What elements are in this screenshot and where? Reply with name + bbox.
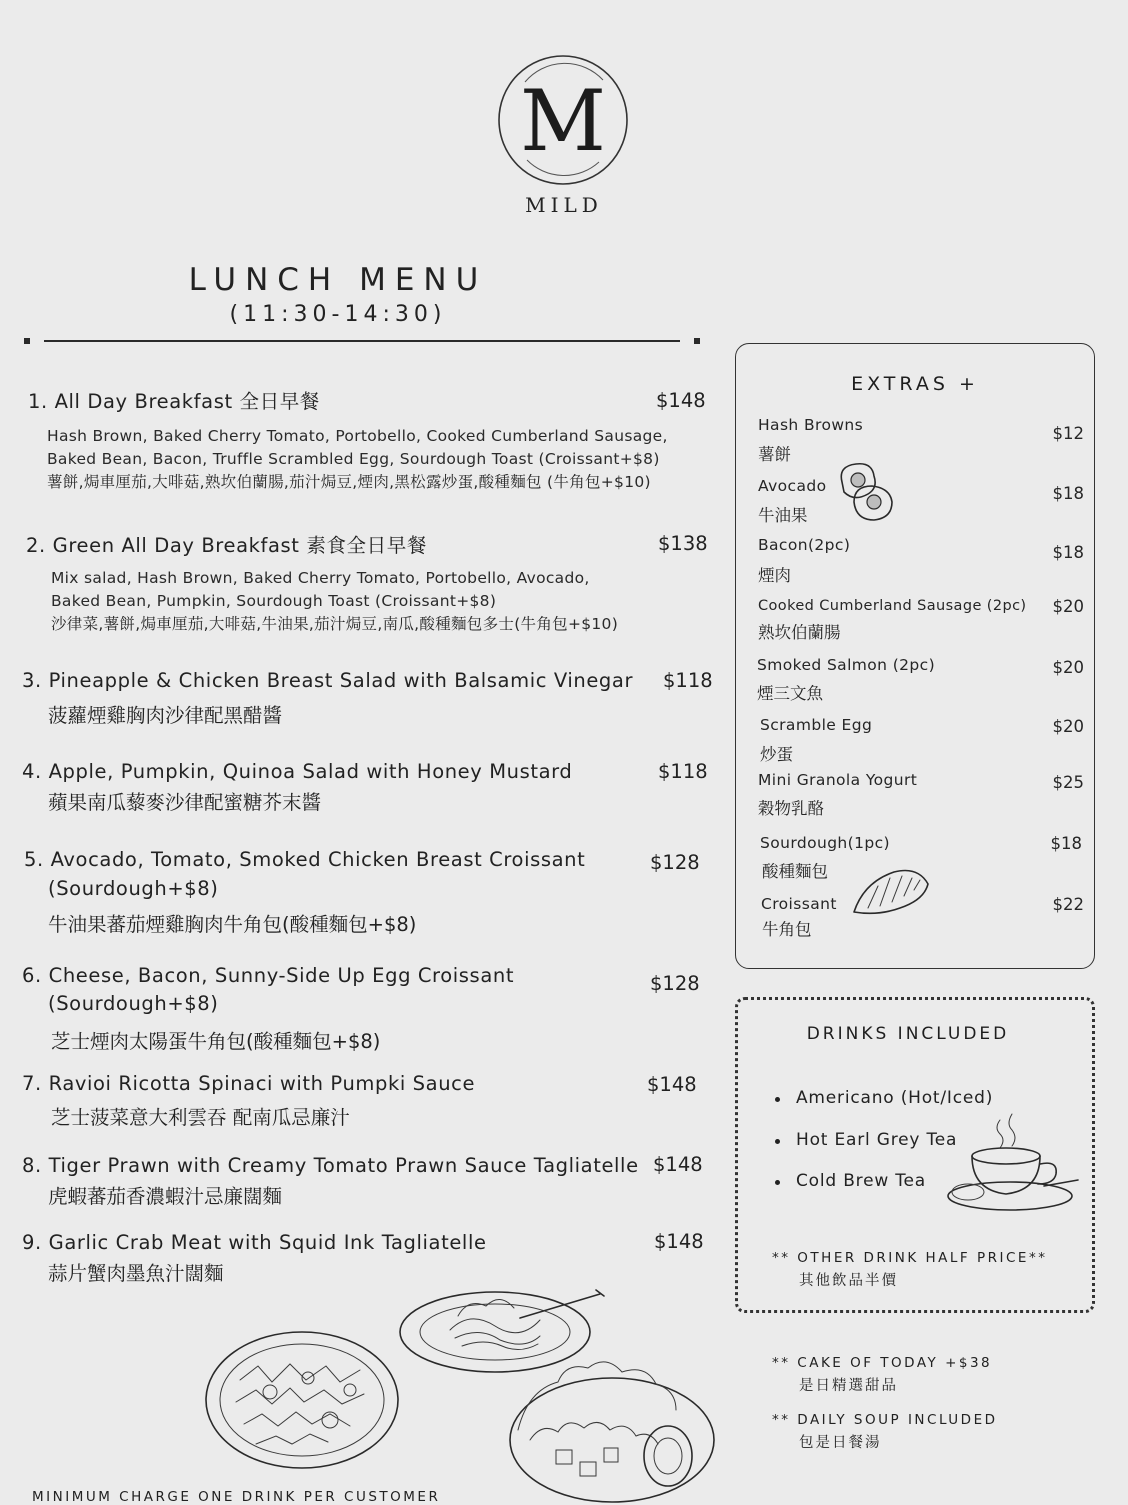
note-soup-chinese: 包是日餐湯 [799, 1435, 882, 1451]
menu-item-desc: Mix salad, Hash Brown, Baked Cherry Tomato, Portobello, Avocado, [51, 569, 590, 587]
extra-item-price: $22 [1052, 895, 1084, 914]
menu-item-name: 8. Tiger Prawn with Creamy Tomato Prawn Sauce Tagliatelle [22, 1154, 639, 1177]
menu-item-name: 1. All Day Breakfast 全日早餐 [28, 390, 320, 413]
menu-title: LUNCH MENU [188, 262, 488, 298]
extra-item-name: Hash Browns [758, 416, 864, 434]
menu-item-price: $118 [658, 760, 708, 783]
menu-item-chinese: 菠蘿煙雞胸肉沙律配黑醋醬 [48, 704, 283, 727]
extra-item-chinese: 牛角包 [762, 920, 812, 939]
note-soup: ** DAILY SOUP INCLUDED [772, 1412, 998, 1428]
extra-item-price: $18 [1050, 834, 1082, 853]
extra-item-name: Avocado [758, 477, 827, 495]
food-illustration [200, 1280, 720, 1504]
extra-item-name: Sourdough(1pc) [760, 834, 890, 852]
menu-item-name: 6. Cheese, Bacon, Sunny-Side Up Egg Croissant [22, 964, 515, 987]
extra-item-name: Smoked Salmon (2pc) [757, 656, 936, 674]
menu-item-name: 2. Green All Day Breakfast 素食全日早餐 [26, 534, 427, 557]
extra-item-price: $20 [1052, 658, 1084, 677]
menu-hours: (11:30-14:30) [229, 302, 447, 327]
extra-item-chinese: 薯餅 [758, 445, 791, 464]
teacup-icon [944, 1110, 1084, 1220]
menu-item-price: $148 [656, 389, 706, 412]
svg-text:M: M [519, 72, 607, 170]
menu-item-chinese: 蒜片蟹肉墨魚汁闊麵 [48, 1262, 224, 1285]
menu-item-chinese: 蘋果南瓜藜麥沙律配蜜糖芥末醬 [48, 791, 322, 814]
drink-item: Cold Brew Tea [796, 1171, 927, 1191]
menu-item-price: $148 [654, 1230, 704, 1253]
menu-item-price: $148 [653, 1153, 703, 1176]
bullet [775, 1139, 780, 1144]
menu-item-desc: Baked Bean, Pumpkin, Sourdough Toast (Croissant+$8) [51, 592, 497, 610]
extra-item-name: Croissant [761, 895, 837, 913]
drinks-title: DRINKS INCLUDED [806, 1024, 1010, 1044]
extra-item-chinese: 熟坎伯蘭腸 [758, 623, 841, 642]
menu-item-name: 9. Garlic Crab Meat with Squid Ink Tagliatelle [22, 1231, 487, 1254]
drink-item: Americano (Hot/Iced) [796, 1088, 994, 1108]
note-cake-chinese: 是日精選甜品 [799, 1378, 898, 1394]
drink-item: Hot Earl Grey Tea [796, 1130, 958, 1150]
note-cake: ** CAKE OF TODAY +$38 [772, 1355, 993, 1371]
fried-eggs-icon [836, 462, 898, 526]
menu-item-chinese: 虎蝦蕃茄香濃蝦汁忌廉闊麵 [48, 1185, 283, 1208]
brand-name: MILD [525, 193, 603, 217]
bullet [775, 1180, 780, 1185]
menu-item-chinese: 芝士菠菜意大利雲吞 配南瓜忌廉汁 [51, 1106, 350, 1129]
extra-item-price: $18 [1052, 543, 1084, 562]
extra-item-chinese: 炒蛋 [760, 745, 793, 764]
menu-item-price: $138 [658, 532, 708, 555]
title-rule [44, 340, 680, 342]
extra-item-name: Cooked Cumberland Sausage (2pc) [758, 598, 1027, 614]
menu-item-name: 7. Ravioi Ricotta Spinaci with Pumpki Sauce [22, 1072, 476, 1095]
footer-note: MINIMUM CHARGE ONE DRINK PER CUSTOMER [32, 1489, 441, 1505]
rule-dot-left [24, 338, 30, 344]
extra-item-price: $12 [1052, 424, 1084, 443]
extras-title: EXTRAS + [851, 373, 979, 395]
salad-platter-illustration [206, 1332, 398, 1468]
menu-item-desc: Hash Brown, Baked Cherry Tomato, Portobello, Cooked Cumberland Sausage, [47, 427, 668, 445]
extra-item-price: $25 [1052, 773, 1084, 792]
menu-item-price: $128 [650, 972, 700, 995]
extra-item-chinese: 煙三文魚 [757, 684, 823, 703]
menu-item-desc: 沙律菜,薯餅,焗車厘茄,大啡菇,牛油果,茄汁焗豆,南瓜,酸種麵包多士(牛角包+$10) [51, 615, 619, 633]
extra-item-name: Mini Granola Yogurt [758, 771, 918, 789]
salad-bowl-illustration [510, 1362, 714, 1502]
pasta-plate-illustration [400, 1290, 604, 1372]
extra-item-chinese: 酸種麵包 [762, 862, 828, 881]
menu-item-name: 5. Avocado, Tomato, Smoked Chicken Breast Croissant [24, 848, 586, 871]
extra-item-chinese: 牛油果 [758, 506, 808, 525]
bullet [775, 1097, 780, 1102]
menu-item-chinese: 芝士煙肉太陽蛋牛角包(酸種麵包+$8) [51, 1030, 381, 1053]
extra-item-price: $20 [1052, 597, 1084, 616]
menu-item-price: $148 [647, 1073, 697, 1096]
menu-item-price: $118 [663, 669, 713, 692]
croissant-icon [850, 868, 932, 920]
extra-item-chinese: 煙肉 [758, 566, 791, 585]
menu-item-desc: Baked Bean, Bacon, Truffle Scrambled Egg, Sourdough Toast (Croissant+$8) [47, 450, 660, 468]
extra-item-price: $18 [1052, 484, 1084, 503]
menu-item-desc: 薯餅,焗車厘茄,大啡菇,熟坎伯蘭腸,茄汁焗豆,煙肉,黑松露炒蛋,酸種麵包 (牛角包+$10) [47, 473, 651, 491]
extra-item-name: Bacon(2pc) [758, 536, 851, 554]
rule-dot-right [694, 338, 700, 344]
drinks-note-chinese: 其他飲品半價 [799, 1273, 898, 1289]
menu-item-name: 3. Pineapple & Chicken Breast Salad with Balsamic Vinegar [22, 669, 634, 692]
drinks-note: ** OTHER DRINK HALF PRICE** [772, 1250, 1048, 1266]
brand-logo [495, 52, 631, 188]
menu-item-option: (Sourdough+$8) [48, 992, 219, 1015]
menu-item-name: 4. Apple, Pumpkin, Quinoa Salad with Honey Mustard [22, 760, 573, 783]
extra-item-chinese: 穀物乳酪 [758, 799, 824, 818]
menu-item-chinese: 牛油果蕃茄煙雞胸肉牛角包(酸種麵包+$8) [48, 913, 417, 936]
extra-item-name: Scramble Egg [760, 716, 873, 734]
menu-item-option: (Sourdough+$8) [48, 877, 219, 900]
extra-item-price: $20 [1052, 717, 1084, 736]
menu-item-price: $128 [650, 851, 700, 874]
